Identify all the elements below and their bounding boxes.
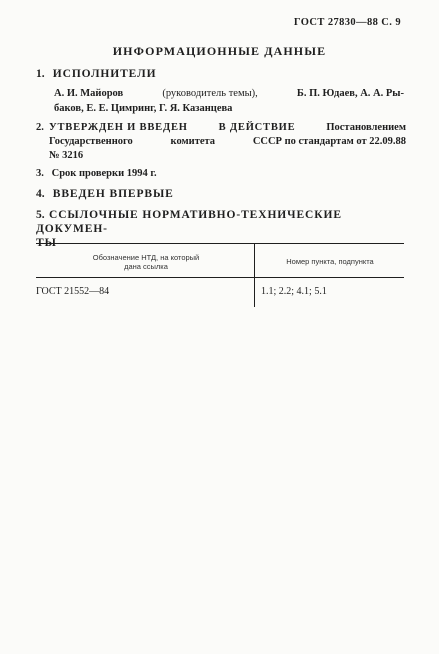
section-3 [36,167,406,181]
approved-label: УТВЕРЖДЕН И ВВЕДЕН [49,122,188,133]
introduced-first-time: ВВЕДЕН ВПЕРВЫЕ [52,188,174,200]
executors-continued: Б. П. Юдаев, А. А. Ры- [296,88,404,99]
in-action-label: В ДЕЙСТВИЕ [218,122,296,133]
table-top-rule [36,243,404,244]
decree-label: Постановлением [326,122,406,133]
committee-word-1: Государственного [49,136,133,147]
section-4 [36,187,404,201]
executors-line-2: баков, Е. Е. Цимринг, Г. Я. Казанцева [54,103,233,114]
table-row-doc: ГОСТ 21552—84 [36,286,110,297]
committee-date: СССР по стандартам от 22.09.88 [252,136,406,147]
section-5-number: 5. [36,209,45,221]
reference-docs-heading: ССЫЛОЧНЫЕ НОРМАТИВНО-ТЕХНИЧЕСКИЕ ДОКУМЕН- [36,209,342,235]
section-2-number: 2. [36,122,44,133]
col-1-header: Обозначение НТД, на который дана ссылка [92,253,200,271]
table-header-divider [254,243,255,277]
executor-role: (руководитель темы), [162,88,258,99]
section-1-heading [36,67,404,81]
section-3-number: 3. [36,168,44,179]
decree-number: № 3216 [49,150,84,161]
section-2 [36,121,406,163]
table-row-items: 1.1; 2.2; 4.1; 5.1 [261,286,327,297]
executor-1: А. И. Майоров [54,88,124,99]
section-1-number: 1. [36,68,45,80]
committee-word-2: комитета [170,136,216,147]
page-title: ИНФОРМАЦИОННЫЕ ДАННЫЕ [112,44,327,58]
section-1-text [54,86,404,116]
col-2-header: Номер пункта, подпункта [286,257,374,266]
table-header-rule [36,277,404,278]
section-1-title: ИСПОЛНИТЕЛИ [52,68,157,80]
page-header: ГОСТ 27830—88 С. 9 [293,17,401,28]
reference-docs-heading-cont: ТЫ [36,237,57,249]
table-body-divider [254,277,255,307]
review-term: Срок проверки 1994 г. [51,168,157,179]
section-4-number: 4. [36,188,45,200]
